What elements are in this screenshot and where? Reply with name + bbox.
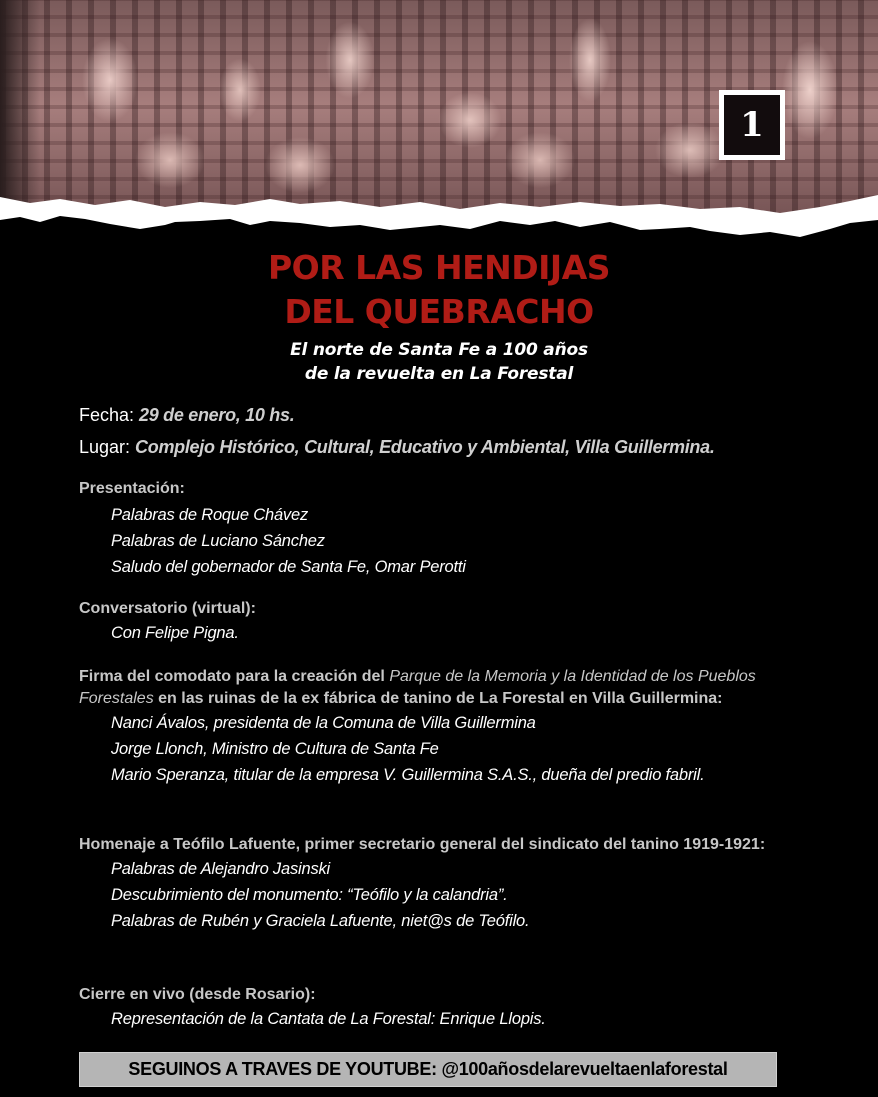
list-item: Palabras de Alejandro Jasinski <box>111 860 331 878</box>
date-value: 29 de enero, 10 hs. <box>139 405 295 425</box>
subtitle-line2: de la revuelta en La Forestal <box>304 364 574 384</box>
section-heading: Conversatorio (virtual): <box>79 600 256 617</box>
main-title-line2: DEL QUEBRACHO <box>284 292 594 331</box>
date-label: Fecha: <box>79 405 140 425</box>
list-item: Descubrimiento del monumento: “Teófilo y la calandria”. <box>111 886 508 904</box>
heading-part1: Firma del comodato para la creación del <box>79 668 390 685</box>
subtitle-line1: El norte de Santa Fe a 100 años <box>290 340 588 360</box>
section-heading <box>79 666 789 710</box>
section-heading: Presentación: <box>79 480 185 497</box>
section-firma-comodato <box>79 666 799 788</box>
section-homenaje <box>79 834 799 934</box>
location-label: Lugar: <box>79 437 136 457</box>
list-item: Palabras de Roque Chávez <box>111 506 308 524</box>
section-presentacion <box>79 478 799 580</box>
location-value: Complejo Histórico, Cultural, Educativo y Ambiental, Villa Guillermina. <box>135 437 715 457</box>
heading-part2: en las ruinas de la ex fábrica de tanino de La Forestal en Villa Guillermina: <box>153 690 723 707</box>
event-date <box>79 405 294 426</box>
number-badge: 1 <box>719 90 785 160</box>
section-heading: Cierre en vivo (desde Rosario): <box>79 986 316 1003</box>
list-item: Mario Speranza, titular de la empresa V. Guillermina S.A.S., dueña del predio fabril. <box>111 766 705 784</box>
list-item: Palabras de Luciano Sánchez <box>111 532 325 550</box>
torn-paper-edge <box>0 185 878 245</box>
photo-shadow <box>0 0 40 210</box>
section-cierre <box>79 984 799 1032</box>
list-item: Jorge Llonch, Ministro de Cultura de Santa Fe <box>111 740 439 758</box>
list-item: Palabras de Rubén y Graciela Lafuente, niet@s de Teófilo. <box>111 912 530 930</box>
list-item: Representación de la Cantata de La Forestal: Enrique Llopis. <box>111 1010 546 1028</box>
section-conversatorio <box>79 598 799 646</box>
heading-italic: Parque de la Memoria y la Identidad de los Pueblos Forestales <box>79 668 756 707</box>
section-heading: Homenaje a Teófilo Lafuente, primer secretario general del sindicato del tanino 1919-1921: <box>79 836 766 853</box>
list-item: Nanci Ávalos, presidenta de la Comuna de Villa Guillermina <box>111 714 536 732</box>
event-location <box>79 437 715 458</box>
list-item: Con Felipe Pigna. <box>111 624 239 642</box>
main-title-line1: POR LAS HENDIJAS <box>268 248 610 287</box>
list-item: Saludo del gobernador de Santa Fe, Omar Perotti <box>111 558 466 576</box>
youtube-banner: SEGUINOS A TRAVES DE YOUTUBE: @100añosdelarevueltaenlaforestal <box>79 1052 777 1087</box>
